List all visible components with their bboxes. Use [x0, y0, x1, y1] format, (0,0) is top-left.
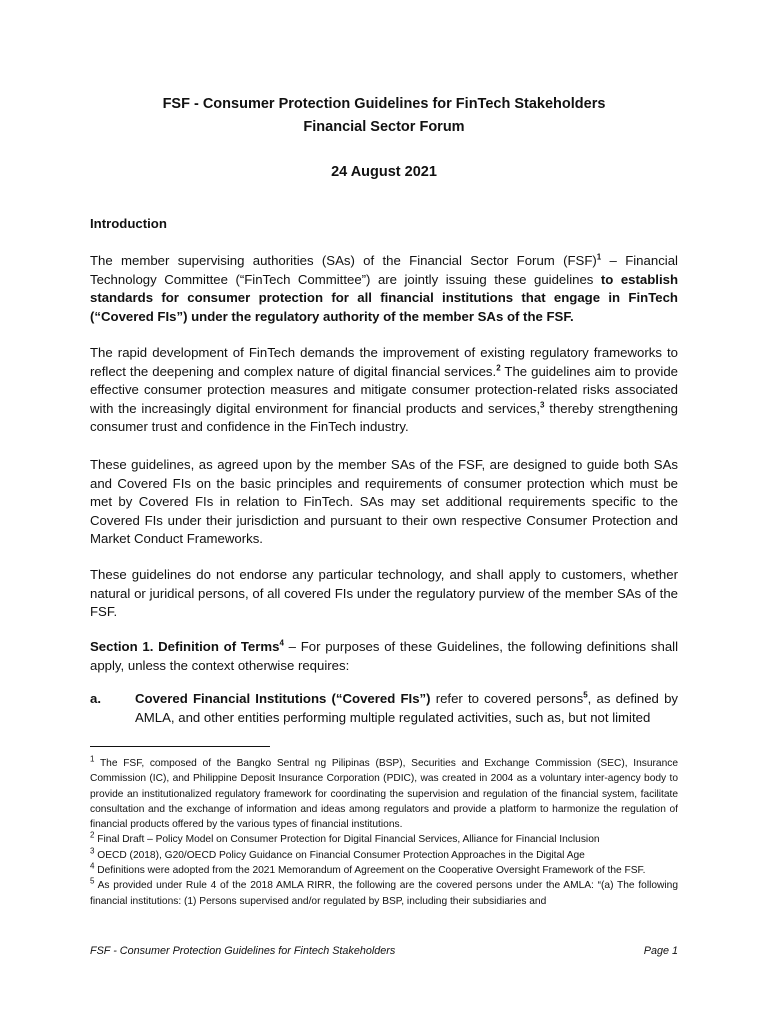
footnote-ref-4: 4: [279, 638, 284, 648]
footnote-ref-3: 3: [540, 400, 545, 410]
footnote-5: [90, 878, 678, 909]
footnote-3: [90, 848, 678, 863]
p1-text-a: The member supervising authorities (SAs) of the Financial Sector Forum (FSF): [90, 253, 597, 268]
document-title: FSF - Consumer Protection Guidelines for FinTech Stakeholders: [162, 96, 606, 112]
p2-text-a: The rapid development of FinTech demands the improvement of existing regulatory frameworks to reflect the deepening and complex nature of digital financial services.: [90, 345, 678, 379]
footnote-1: [90, 756, 678, 832]
document-date: 24 August 2021: [331, 164, 437, 180]
item-a-term: Covered Financial Institutions (“Covered FIs”): [135, 691, 431, 706]
footnote-number: 3: [90, 846, 95, 856]
p4-text: These guidelines do not endorse any particular technology, and shall apply to customers, whether natural or juridical persons, of all covered FIs under the regulatory purview of the member SAs of the FSF.: [90, 567, 678, 619]
item-a-text-a: refer to covered persons: [430, 691, 584, 706]
p3-text: These guidelines, as agreed upon by the member SAs of the FSF, are designed to guide both SAs and Covered FIs on the basic principles and requirements of consumer protection which must be met by Covered FIs in relation to FinTech. SAs may set additional requirements specific to the Covered FIs under their jurisdiction and pursuant to their own respective Consumer Protection and Market Conduct Frameworks.: [90, 457, 678, 546]
section-1-text: – For purposes of these Guidelines, the following definitions shall apply, unless the context otherwise requires:: [90, 639, 679, 673]
page-number: Page 1: [643, 945, 678, 957]
footer-title: FSF - Consumer Protection Guidelines for Fintech Stakeholders: [90, 945, 396, 957]
p2-text-c: thereby strengthening consumer trust and confidence in the FinTech industry.: [90, 400, 679, 434]
section-1-heading: Section 1. Definition of Terms: [90, 639, 280, 654]
document-subtitle: Financial Sector Forum: [303, 119, 465, 135]
intro-paragraph-3: [90, 456, 678, 549]
footnote-text: As provided under Rule 4 of the 2018 AMLA RIRR, the following are the covered persons under the AMLA: “(a) The following financial institutions: (1) Persons supervised and/or regulated by BSP, including their subsidiaries and: [90, 880, 678, 907]
footnote-number: 1: [90, 754, 95, 764]
footnote-number: 2: [90, 831, 95, 841]
intro-paragraph-2: [90, 344, 678, 437]
footnote-number: 4: [90, 861, 95, 871]
footnote-text: The FSF, composed of the Bangko Sentral ng Pilipinas (BSP), Securities and Exchange Commission (SEC), Insurance Commission (IC), and Philippine Deposit Insurance Corporation (PDIC), was created in 2004 as a voluntary inter-agency body to provide an institutionalized regulatory framework for coordinating the supervision and regulation of the financial system, facilitate consultation and the exchange of information and ideas among regulators and provide a platform to harmonize the regulation of financial products offered by the various types of financial institutions.: [90, 758, 678, 831]
item-a-text-b: , as defined by AMLA, and other entities performing multiple regulated activities, such as, but not limited: [135, 691, 678, 725]
footnotes: [90, 756, 678, 909]
footnote-ref-5: 5: [583, 690, 588, 700]
footnote-ref-2: 2: [496, 363, 501, 373]
footnote-separator: [90, 746, 270, 747]
intro-paragraph-4: [90, 566, 678, 622]
footnote-number: 5: [90, 876, 95, 886]
footnote-2: [90, 832, 678, 847]
p1-text-b: – Financial Technology Committee (“FinTech Committee”) are jointly issuing these guidelines: [90, 253, 678, 287]
footnote-text: Final Draft – Policy Model on Consumer Protection for Digital Financial Services, Alliance for Financial Inclusion: [94, 834, 600, 846]
footnote-4: [90, 863, 678, 878]
definition-item-a: [90, 690, 678, 727]
p2-text-b: The guidelines aim to provide effective consumer protection measures and mitigate consumer protection-related risks associated with the increasingly digital environment for financial products and services,: [90, 363, 678, 416]
p1-bold-text: to establish standards for consumer protection for all financial institutions that engage in FinTech (“Covered FIs”) under the regulatory authority of the member SAs of the FSF.: [90, 271, 678, 324]
intro-paragraph-1: [90, 252, 678, 326]
footnote-text: Definitions were adopted from the 2021 Memorandum of Agreement on the Cooperative Oversight Framework of the FSF.: [94, 865, 646, 877]
intro-heading: Introduction: [90, 216, 167, 231]
footnote-text: OECD (2018), G20/OECD Policy Guidance on Financial Consumer Protection Approaches in the Digital Age: [94, 849, 585, 861]
section-1-paragraph: [90, 638, 678, 675]
footnote-ref-1: 1: [596, 252, 602, 262]
item-marker: a.: [90, 691, 101, 706]
